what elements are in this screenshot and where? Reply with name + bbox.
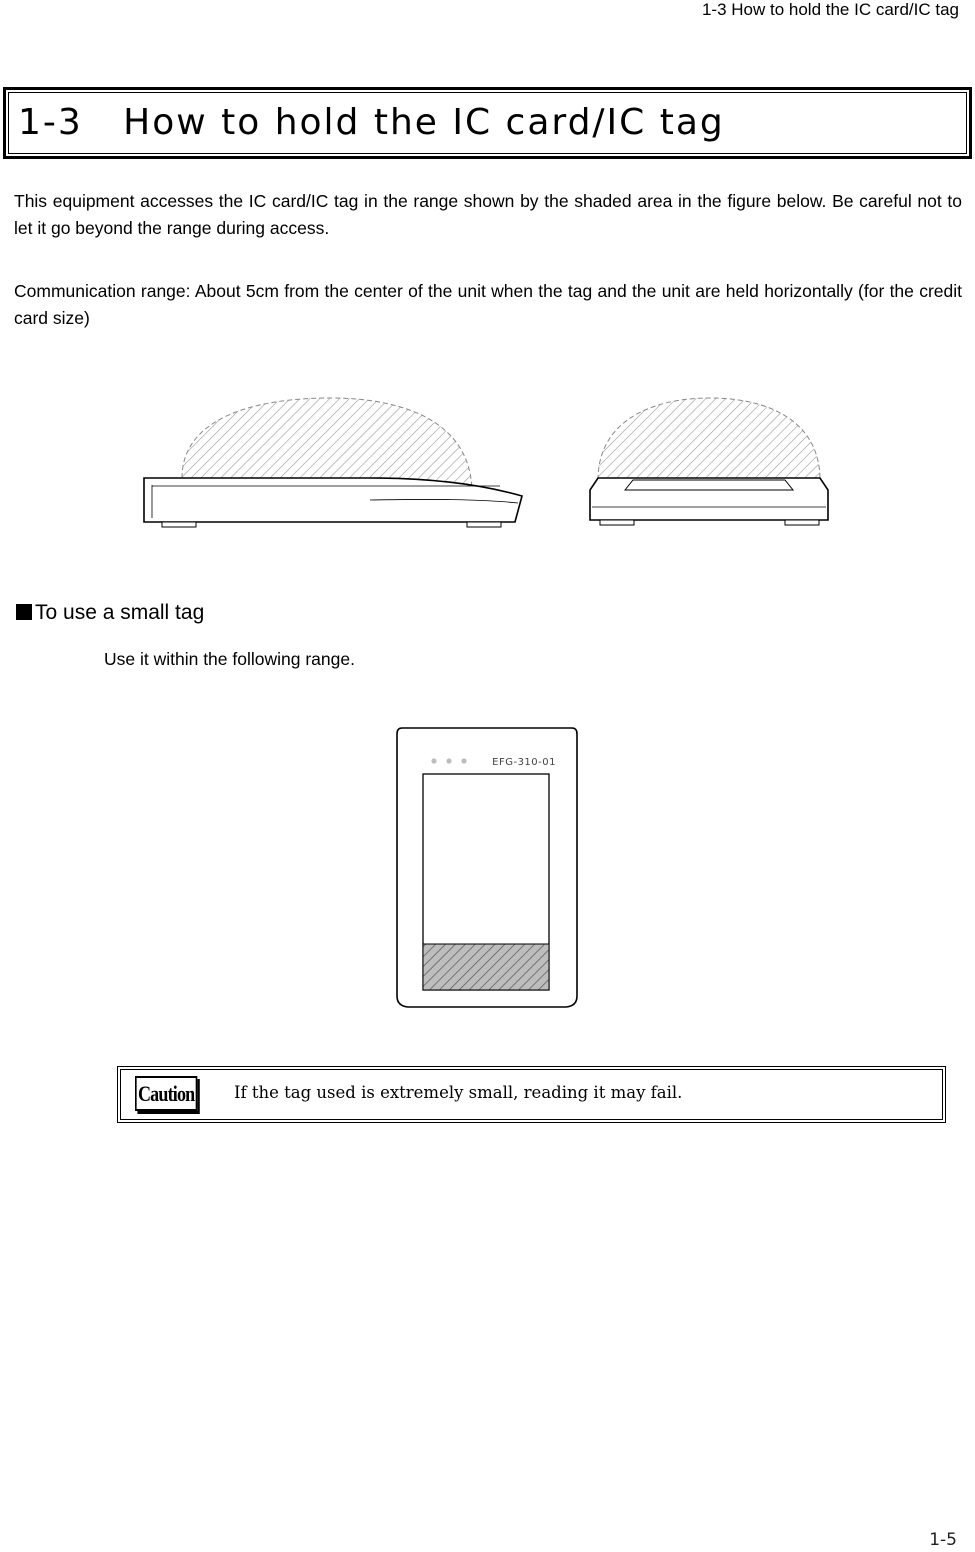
caution-text: If the tag used is extremely small, reading it may fail. bbox=[234, 1083, 683, 1102]
page-title: 1-3 How to hold the IC card/IC tag bbox=[18, 102, 725, 143]
device-model-label: EFG-310-01 bbox=[492, 757, 556, 768]
led-icon bbox=[446, 758, 451, 763]
caution-box bbox=[117, 1066, 946, 1123]
running-header: 1-3 How to hold the IC card/IC tag bbox=[701, 0, 959, 19]
led-icon bbox=[431, 758, 436, 763]
small-tag-heading bbox=[16, 600, 204, 626]
intro-paragraph: This equipment accesses the IC card/IC tag in the range shown by the shaded area in the figure below. Be careful not to let it go beyond the range during access. bbox=[14, 191, 962, 238]
title-box bbox=[3, 87, 972, 159]
small-tag-heading-text: To use a small tag bbox=[35, 601, 205, 624]
small-tag-instruction: Use it within the following range. bbox=[104, 649, 355, 669]
small-tag-range-figure bbox=[390, 722, 584, 1014]
communication-range-figure bbox=[130, 390, 840, 535]
square-bullet-icon bbox=[16, 604, 32, 620]
side-range-dome bbox=[182, 398, 472, 490]
front-range-dome bbox=[598, 398, 820, 480]
small-tag-shaded-area bbox=[423, 944, 549, 990]
caution-badge: Caution bbox=[135, 1076, 197, 1111]
page-number: 1-5 bbox=[929, 1530, 957, 1550]
communication-range-paragraph: Communication range: About 5cm from the center of the unit when the tag and the unit are held horizontally (for the credit card size) bbox=[14, 281, 962, 328]
led-icon bbox=[461, 758, 466, 763]
